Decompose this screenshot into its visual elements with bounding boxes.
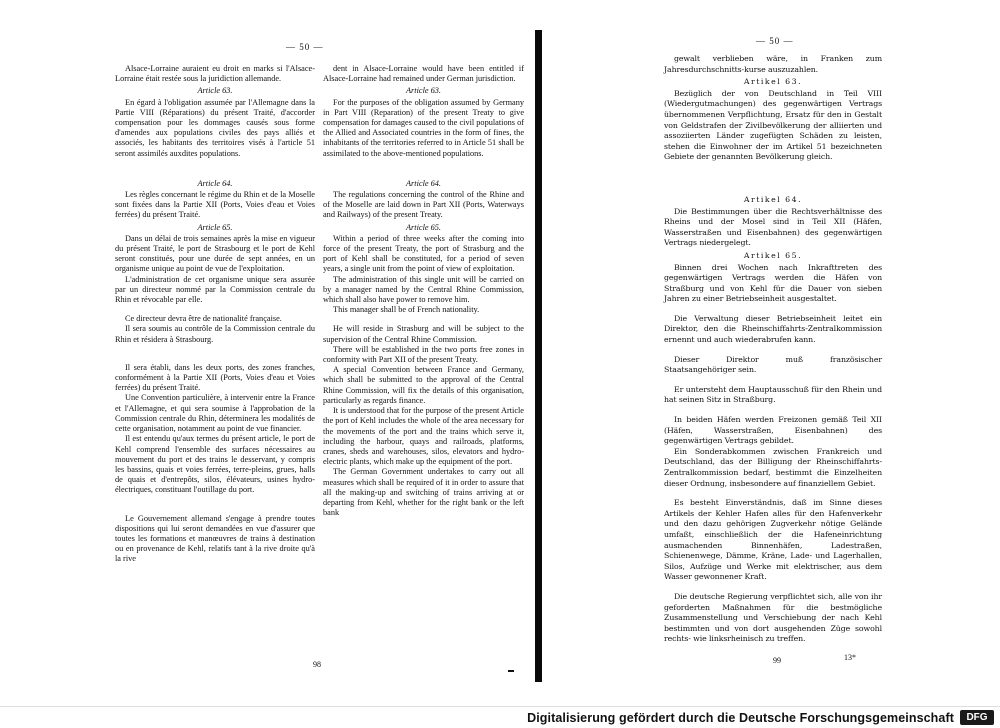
- article-heading: Article 64.: [405, 178, 442, 188]
- paragraph: Dans un délai de trois semaines après la mise en vigueur du présent Traité, le port de Strasbourg et le port de Kehl seront constitués, pour une durée de sept années, en un organisme unique au point de vue de l'exploitation.: [115, 233, 315, 274]
- paragraph: Dieser Direktor muß französischer Staatsangehöriger sein.: [664, 354, 882, 375]
- signature-mark: 13*: [844, 653, 856, 662]
- paragraph: There will be established in the two ports free zones in conformity with Part XII of the present Treaty.: [323, 344, 524, 365]
- paragraph: L'administration de cet organisme unique sera assurée par un directeur nommé par la Commission centrale du Rhin et révocable par elle.: [115, 274, 315, 305]
- spacer: [664, 163, 882, 193]
- paragraph: Bezüglich der von Deutschland in Teil VIII (Wiedergutmachungen) des gegenwärtigen Vertrags übernommenen Verpflichtung, Ersatz für den in Gestalt von Geldstrafen der Zivilbevölkerung der alliierten und assoziierten Länder zugefügten Schäden zu leisten, stehen die Einwohner der im Artikel 51 bezeichneten Gebiete der genannten Bevölkerung gleich.: [664, 88, 882, 162]
- paragraph: Die deutsche Regierung verpflichtet sich, alle von ihr geforderten Maßnahmen für die bestmögliche Zusammenstellung und Verschiebung der nach Kehl bestimmten und von dort ausgehenden Züge sowohl rechts- wie linksrheinisch zu treffen.: [664, 591, 882, 644]
- article-heading: Artikel 63.: [743, 77, 803, 87]
- footer-bar: [0, 706, 1000, 728]
- spacer: [664, 305, 882, 314]
- spacer: [664, 406, 882, 415]
- paragraph: Il sera soumis au contrôle de la Commission centrale du Rhin et résidera à Strasbourg.: [115, 324, 315, 344]
- paragraph: The regulations concerning the control of the Rhine and of the Moselle are laid down in Part XII (Ports, Waterways and Railways) of the present Treaty.: [323, 190, 524, 220]
- spacer: [664, 376, 882, 385]
- page-number-top: — 50 —: [286, 42, 324, 52]
- paragraph: Er untersteht dem Hauptausschuß für den Rhein und hat seinen Sitz in Straßburg.: [664, 384, 882, 405]
- spacer: [323, 159, 524, 177]
- paragraph: gewalt verblieben wäre, in Franken zum Jahresdurchschnitts-kurse auszuzahlen.: [664, 54, 882, 74]
- page-edge-mark: [508, 670, 514, 672]
- paragraph: En égard à l'obligation assumée par l'Allemagne dans la Partie VIII (Réparations) du présent Traité, d'accorder compensation pour les dommages causés sous forme d'amendes aux populations civiles des pays alliés et associés, les habitants des territoires visés à l'article 51 seront assimilés auxdites populations.: [115, 97, 315, 158]
- spacer: [115, 496, 315, 514]
- paragraph: Il est entendu qu'aux termes du présent article, le port de Kehl comprend l'ensemble des surfaces nécessaires au mouvement du port et des trains le desservant, y compris les bassins, quais et voies ferrées, terre-pleins, grues, halls de quais et d'entrepôts, silos, élévateurs, usines hydro-électriques, constituant l'outillage du port.: [115, 434, 315, 495]
- spacer: [323, 315, 524, 324]
- paragraph: The administration of this single unit will be carried on by a manager named by the Central Rhine Commission, which shall also have power to remove him.: [323, 274, 524, 305]
- book-gutter: [535, 30, 542, 682]
- article-heading: Article 65.: [197, 222, 233, 232]
- french-column: [115, 64, 315, 565]
- page-footer-number: 98: [313, 660, 321, 669]
- paragraph: Les règles concernant le régime du Rhin et de la Moselle sont fixées dans la Partie XII (Ports, Voies d'eau et Voies ferrées) du présent Traité.: [115, 190, 315, 220]
- article-heading: Article 63.: [405, 86, 442, 96]
- article-heading: Artikel 65.: [743, 250, 803, 260]
- article-heading: Artikel 64.: [743, 194, 803, 204]
- spacer: [115, 159, 315, 177]
- paragraph: For the purposes of the obligation assumed by Germany in Part VIII (Reparation) of the present Treaty to give compensation for damages caused to the civil populations of the Allied and Associated countries in the form of fines, the inhabitants of the territories referred to in Article 51 shall be assimilated to the above-mentioned populations.: [323, 97, 524, 158]
- paragraph: Ce directeur devra être de nationalité française.: [125, 314, 282, 324]
- paragraph: Binnen drei Wochen nach Inkrafttreten des gegenwärtigen Vertrags werden die Häfen von Straßburg und von Kehl für die Dauer von sieben Jahren zu einer Betriebseinheit ausgestaltet.: [664, 262, 882, 304]
- paragraph: A special Convention between France and Germany, which shall be submitted to the approval of the Central Rhine Commission, will fix the details of this organisation, particularly as regards finance.: [323, 365, 524, 405]
- english-column: [323, 64, 524, 518]
- paragraph: He will reside in Strasburg and will be subject to the supervision of the Central Rhine Commission.: [323, 324, 524, 344]
- spacer: [115, 305, 315, 314]
- paragraph: Une Convention particulière, à intervenir entre la France et l'Allemagne, et qui sera soumise à l'approbation de la Commission centrale du Rhin, déterminera les modalités de cette organisation, notamment au point de vue financier.: [115, 393, 315, 434]
- paragraph: Die Bestimmungen über die Rechtsverhältnisse des Rheins und der Mosel sind in Teil XII (Häfen, Wasserstraßen und Eisenbahnen) des gegenwärtigen Vertrags niedergelegt.: [664, 206, 882, 248]
- paragraph: Le Gouvernement allemand s'engage à prendre toutes dispositions qui lui seront demandées en vue d'assurer que toutes les formations et manœuvres de trains à destination ou en provenance de Kehl, relatifs tant à la rive droite qu'à la rive: [115, 513, 315, 564]
- paragraph: Die Verwaltung dieser Betriebseinheit leitet ein Direktor, den die Rheinschiffahrts-Zentralkommission ernennt und auch wiederabrufen kann.: [664, 313, 882, 345]
- paragraph: This manager shall be of French nationality.: [333, 305, 480, 315]
- paragraph: Ein Sonderabkommen zwischen Frankreich und Deutschland, das der Billigung der Rheinschiffahrts-Zentralkommission bedarf, bestimmt die Einzelheiten dieser Ordnung, insbesondere auf finanziellem Gebiet.: [664, 446, 882, 488]
- paragraph: Il sera établi, dans les deux ports, des zones franches, conformément à la Partie XII (Ports, Voies d'eau et Voies ferrées) du présent Traité.: [115, 362, 315, 393]
- german-column: [664, 54, 882, 645]
- spacer: [664, 583, 882, 592]
- article-heading: Article 65.: [405, 222, 442, 232]
- right-page: [542, 0, 1000, 706]
- paragraph: dent in Alsace-Lorraine would have been entitled if Alsace-Lorraine had remained under German jurisdiction.: [323, 64, 524, 84]
- paragraph: Es besteht Einverständnis, daß im Sinne dieses Artikels der Kehler Hafen alles für den Hafenverkehr und den dazu gehörigen Zugverkehr nötige Gelände umfaßt, einschließlich der die Hafeneinrichtung ausmachenden Binnenhäfen, Ladestraßen, Schienenwege, Dämme, Kräne, Lade- und Lagerhallen, Silos, Aufzüge und Werke mit elektrischer, aus dem Wasser gewonnener Kraft.: [664, 498, 882, 582]
- spacer: [664, 346, 882, 355]
- paragraph: Alsace-Lorraine auraient eu droit en marks si l'Alsace-Lorraine était restée sous la juridiction allemande.: [115, 64, 315, 84]
- funding-note: Digitalisierung gefördert durch die Deutsche Forschungsgemeinschaft: [527, 711, 954, 725]
- article-heading: Article 64.: [197, 178, 233, 188]
- article-heading: Article 63.: [197, 86, 233, 96]
- spacer: [115, 345, 315, 363]
- paragraph: In beiden Häfen werden Freizonen gemäß Teil XII (Häfen, Wasserstraßen, Eisenbahnen) des gegenwärtigen Vertrags gebildet.: [664, 415, 882, 446]
- paragraph: Within a period of three weeks after the coming into force of the present Treaty, the port of Strasburg and the port of Kehl shall be constituted, for a period of seven years, a single unit from the point of view of exploitation.: [323, 233, 524, 274]
- page-number-top: — 50 —: [756, 36, 794, 46]
- paragraph: It is understood that for the purpose of the present Article the port of Kehl includes the whole of the area necessary for the movements of the port and the trains which serve it, including the harbour, quays and railroads, platforms, cranes, sheds and warehouses, silos, elevators and hydro-electric plants, which make up the equipment of the port.: [323, 406, 524, 467]
- spacer: [664, 489, 882, 498]
- dfg-logo: DFG: [960, 710, 994, 725]
- paragraph: The German Government undertakes to carry out all measures which shall be required of it in order to assure that all the making-up and switching of trains arriving at or departing from Kehl, whether for the right bank or the left bank: [323, 467, 524, 518]
- page-footer-number: 99: [773, 656, 781, 665]
